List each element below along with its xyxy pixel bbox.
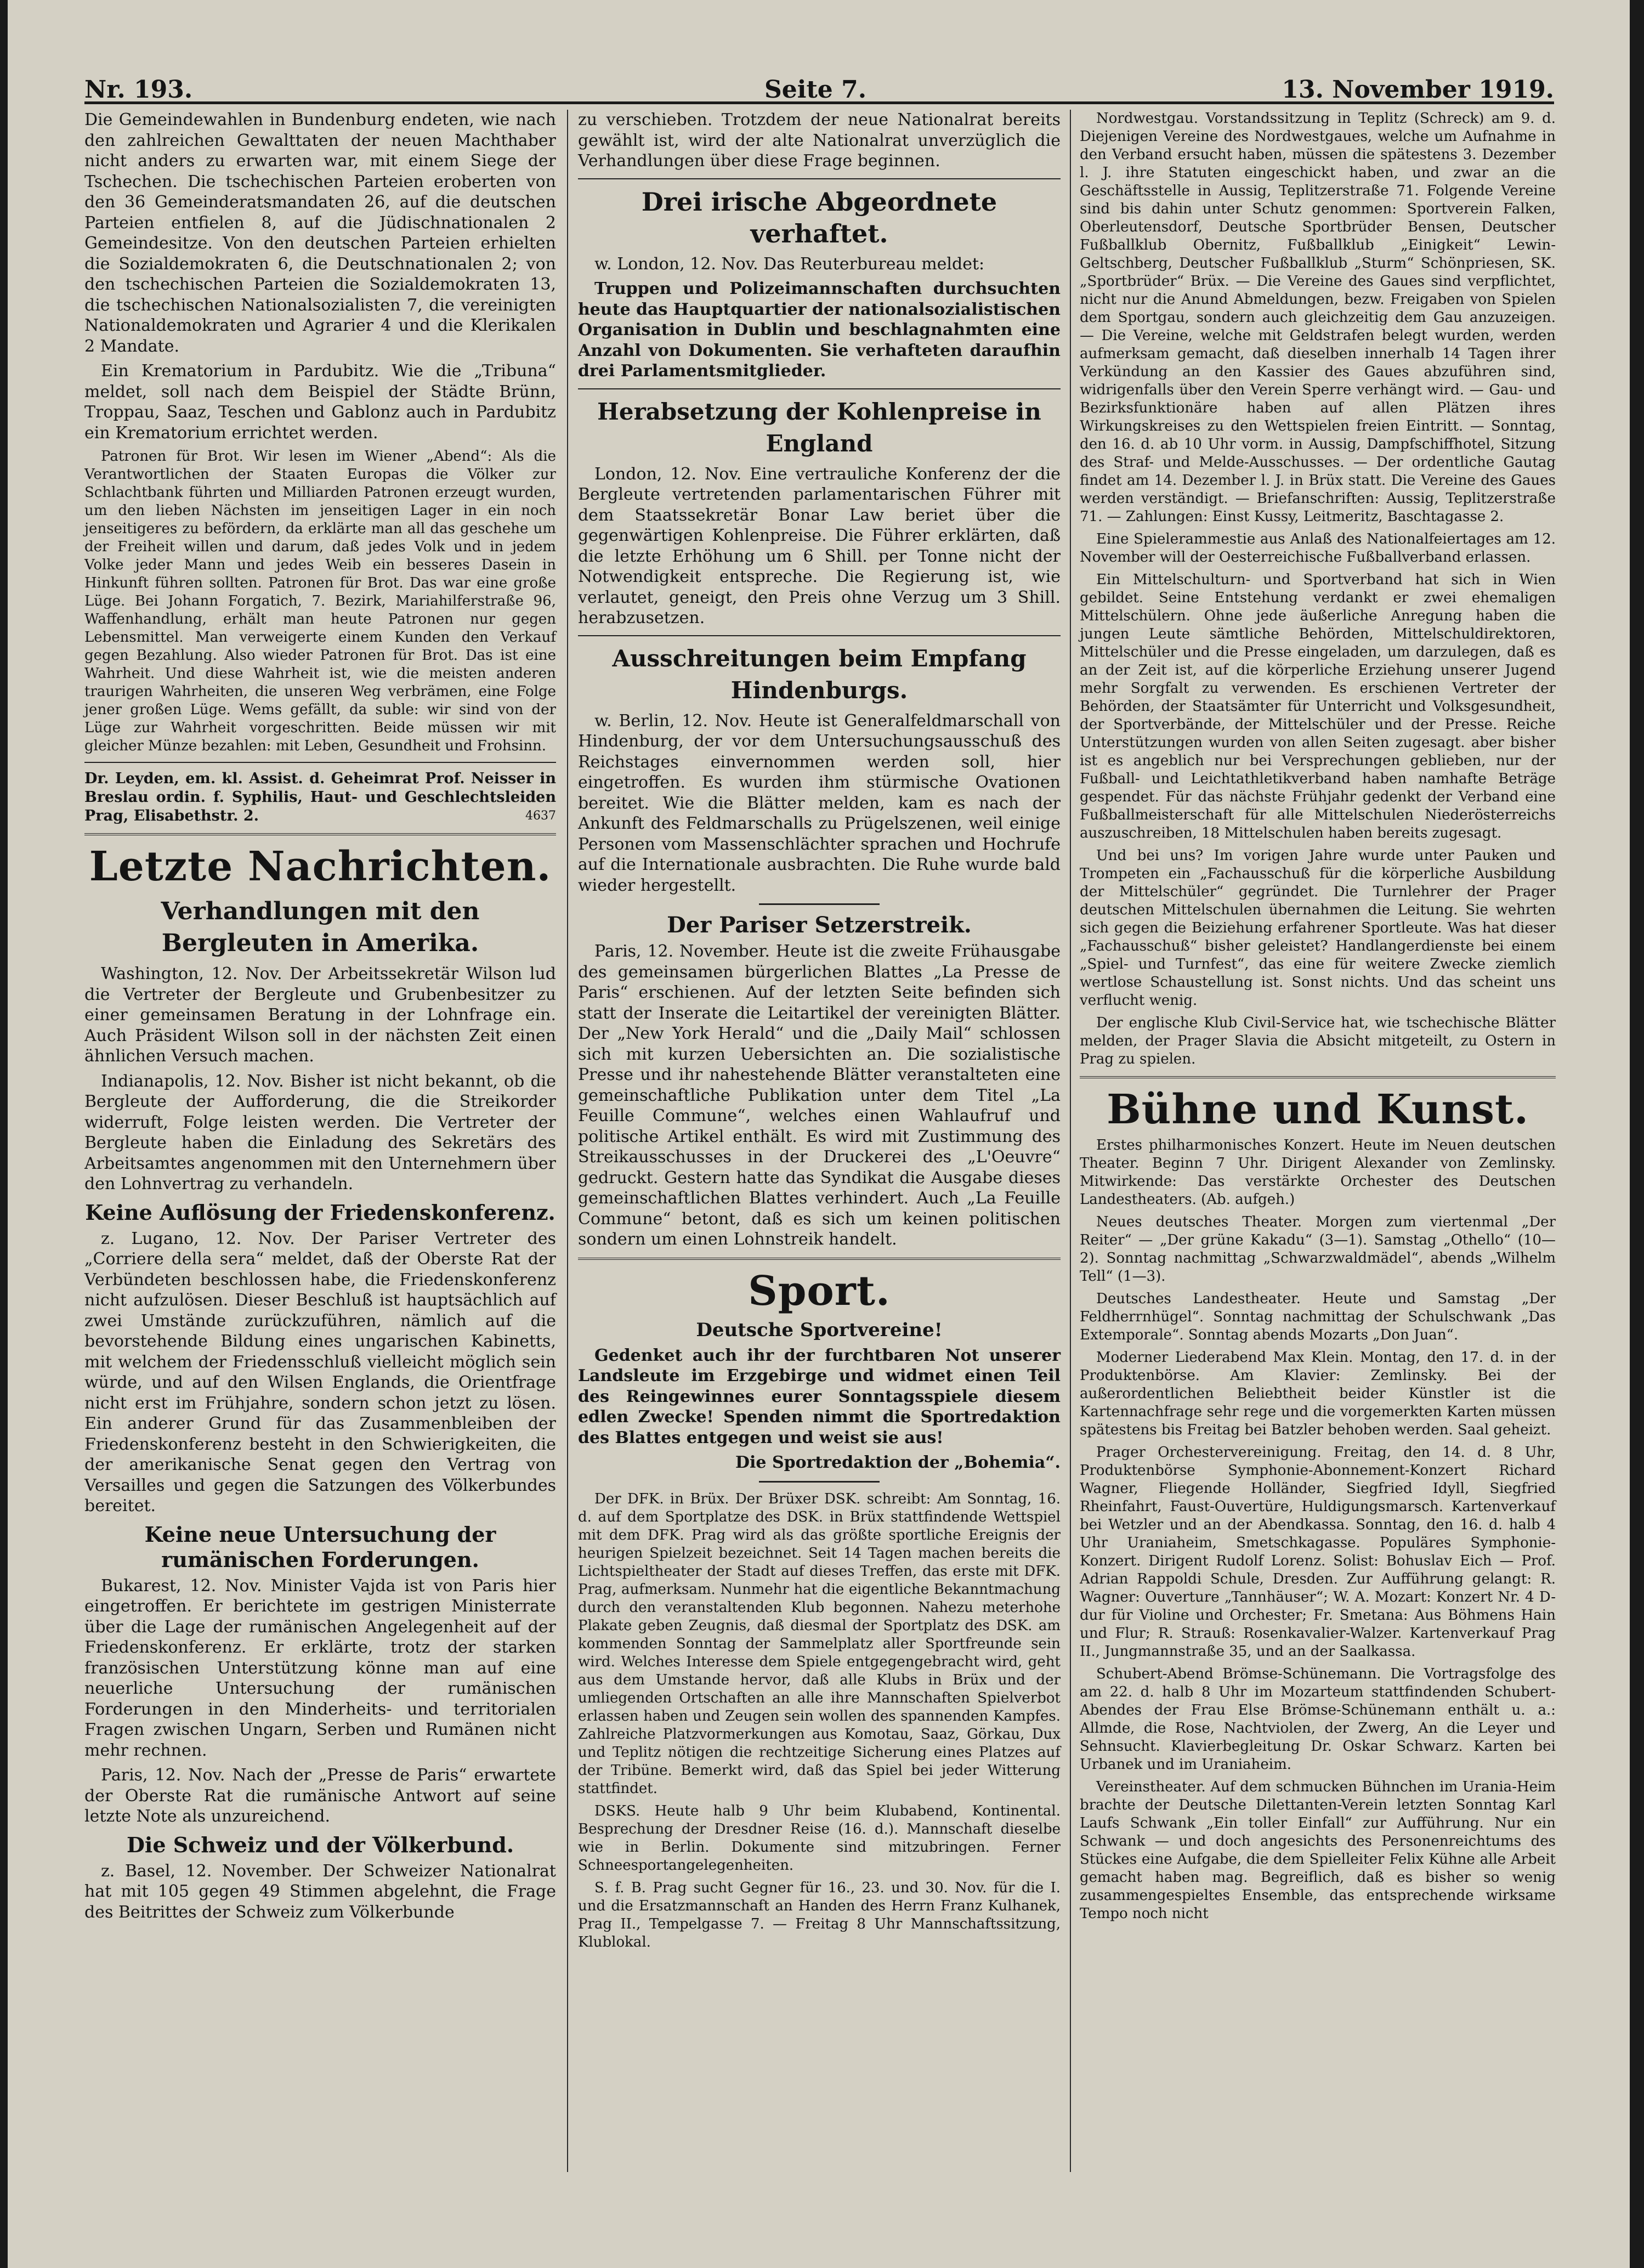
divider [578,635,1061,636]
issue-number: Nr. 193. [84,76,193,104]
headline-irische-abgeordnete: Drei irische Abgeordnete verhaftet. [641,186,997,248]
section-title-buehne-kunst: Bühne und Kunst. [1107,1086,1529,1133]
article-paris-rumaenien: Paris, 12. Nov. Nach der „Presse de Paris“ erwartete der Oberste Rat die rumänische Antwort auf seine letzte Note als unzureichend. [84,1766,556,1826]
article-neues-theater: Neues deutsches Theater. Morgen zum viertenmal „Der Reiter“ — „Der grüne Kakadu“ (3—1). Samstag „Othello“ (10—2). Sonntag nachmittag „Schwarzwaldmädel“, abends „Wilhelm Tell“ (1—3). [1080,1214,1556,1285]
article-basel-continued: zu verschieben. Trotzdem der neue Nationalrat bereits gewählt ist, wird der alte Nationalrat unverzüglich die Verhandlungen über diese Frage beginnen. [578,110,1061,171]
article-dsks: DSKS. Heute halb 9 Uhr beim Klubabend, Kontinental. Besprechung der Dresdner Reise (16. d.). Mannschaft dieselbe wie in Berlin. Dokumente sind mitzubringen. Ferner Schneesportangelegenheiten. [578,1802,1061,1874]
column-3 [1080,110,1556,1927]
ad-text: Dr. Leyden, em. kl. Assist. d. Geheimrat Prof. Neisser in Breslau ordin. f. Syphilis, Haut- und Geschlechtsleiden Prag, Elisabethstr. 2. [84,770,556,824]
headline-sportvereine: Deutsche Sportvereine! [696,1319,943,1341]
article-orchestervereinigung: Prager Orchestervereinigung. Freitag, den 14. d. 8 Uhr, Produktenbörse Symphonie-Abonnement-Konzert Richard Wagner, Fliegende Holländer, Siegfried Idyll, Siegfried Rheinfahrt, Faust-Ouvertüre, Huldigungsmarsch. Kartenverkauf bei Wetzler und an der Abendkassa. Sonntag, den 16. d. halb 4 Uhr Uraniaheim, Smetschkagasse. Populäres Symphonie-Konzert. Dirigent Rudolf Lorenz. Solist: Bohuslav Eich — Prof. Adrian Rappoldi Schule, Dresden. Zur Aufführung gelangt: R. Wagner: Ouverture „Tannhäuser“; W. A. Mozart: Konzert Nr. 4 D-dur für Violine und Orchester; Fr. Smetana: Aus Böhmens Hain und Flur; R. Strauß: Rosenkavalier-Walzer. Kartenverkauf Prag II., Jungmannstraße 35, und an der Saalkassa. [1080,1444,1556,1660]
article-london-kohle: London, 12. Nov. Eine vertrauliche Konferenz der die Bergleute vertretenden parlamentarischen Führer mit dem Staatssekretär Bonar Law beriet über die gegenwärtigen Kohlenpreise. Die Führer erklärten, daß die letzte Erhöhung um 6 Shill. per Tonne nicht der Notwendigkeit entspreche. Die Regierung ist, wie verlautet, geneigt, den Preis ohne Verzug um 3 Shill. herabzusetzen. [578,464,1061,627]
header-rule [84,101,1554,104]
issue-date: 13. November 1919. [1282,76,1554,104]
article-sfb-prag: S. f. B. Prag sucht Gegner für 16., 23. und 30. Nov. für die I. und die Ersatzmannschaft an Handen des Herrn Franz Kulhanek, Prag II., Tempelgasse 7. — Freitag 8 Uhr Mannschaftssitzung, Klublokal. [578,1879,1061,1950]
article-krematorium: Ein Krematorium in Pardubitz. Wie die „Tribuna“ meldet, soll nach dem Beispiel der Städte Brünn, Troppau, Saaz, Teschen und Gablonz auch in Pardubitz ein Krematorium errichtet werden. [84,361,556,443]
headline-setzerstreik: Der Pariser Setzerstreik. [667,912,972,938]
newspaper-page [8,0,1630,2268]
article-paris-streik: Paris, 12. November. Heute ist die zweite Frühausgabe des gemeinsamen bürgerlichen Blattes „La Presse de Paris“ erschienen. Auf der letzten Seite befinden sich statt der Inserate die Leitartikel der vereinigten Blätter. Der „New York Herald“ und die „Daily Mail“ schlossen sich mit kurzen Uebersichten an. Die sozialistische Presse und ihr nahestehende Blätter veranstalteten eine gemeinschaftliche Publikation unter dem Titel „La Feuille Commune“, welches einen Wahlaufruf und politische Artikel enthält. Es wird mit Zustimmung des Streikausschusses in der Druckerei des „L'Oeuvre“ gedruckt. Gestern hatte das Syndikat die Ausgabe dieses gemeinschaftlichen Blattes verhindert. Auch „La Feuille Commune“ betont, daß es sich um keinen politischen sondern um einen Lohnstreik handelt. [578,942,1061,1249]
article-mittelschulverband: Ein Mittelschulturn- und Sportverband hat sich in Wien gebildet. Seine Entstehung verdankt er zwei ehemaligen Mittelschülern. Ohne jede äußerliche Anregung haben die jungen Leute sämtliche Behörden, Mittelschuldirektoren, Mittelschüler und die Presse eingeladen, um darzulegen, daß es an der Zeit ist, auf die körperliche Erziehung unserer Jugend mehr Sorgfalt zu verwenden. Es erschienen Vertreter der Behörden, der Staatsämter für Unterricht und Volksgesundheit, der Sportverbände, der Mittelschüler und der Presse. Reiche Unterstützungen wurden von allen Seiten zugesagt. aber bisher ist es angeblich nur bei Versprechungen geblieben, nur der Fußball- und Leichtathletikverband haben namhafte Beträge gespendet. Für das nächste Frühjahr gedenkt der Verband eine Fußballmeisterschaft für alle Mittelschulen Niederösterreichs auszuschreiben, 18 Mittelschulen haben bereits zugesagt. [1080,572,1556,841]
section-title-latest-news: Letzte Nachrichten. [89,843,552,890]
column-1 [84,110,556,1927]
article-vereinstheater: Vereinstheater. Auf dem schmucken Bühnchen im Urania-Heim brachte der Deutsche Dilettanten-Verein letzten Sonntag Karl Laufs Schwank „Ein toller Einfall“ zur Aufführung. Nur ein Schwank — und doch angesichts des Personenreichtums des Stückes eine Aufgabe, die dem Spielleiter Felix Kühne alle Arbeit gemacht haben mag. Begreiflich, daß es bisher so wenig zusammengespieltes Ensemble, das entsprechende wirksame Tempo noch nicht [1080,1779,1556,1922]
divider [759,903,880,905]
divider [84,833,556,835]
article-gemeindewahlen: Die Gemeindewahlen in Bundenburg endeten, wie nach den zahlreichen Gewalttaten der neuen Machthaber nicht anders zu erwarten war, mit einem Siege der Tschechen. Die tschechischen Parteien eroberten von den 36 Gemeinderatsmandaten 26, auf die deutschen Parteien entfielen 8, auf die Jüdischnationalen 2 Gemeindesitze. Von den deutschen Parteien erhielten die Sozialdemokraten 6, die Deutschnationalen 2; von den tschechischen Parteien die Sozialdemokraten 13, die tschechischen Nationalsozialisten 7, die vereinigten Nationaldemokraten und Agrarier 4 und die Klerikalen 2 Mandate. [84,110,556,356]
article-und-bei-uns: Und bei uns? Im vorigen Jahre wurde unter Pauken und Trompeten ein „Fachausschuß für die körperliche Ausbildung der Mittelschüler“ gegründet. Die Turnlehrer der Prager deutschen Mittelschulen übernahmen die Leitung. Sie wehrten sich gegen die Beiziehung erfahrener Sportleute. Was hat dieser „Fachausschuß“ bisher geleistet? Handlangerdienste bei einem „Spiel- und Turnfest“, das eine für weitere Zwecke ziemlich wertlose Schaustellung ist. Sonst nichts. Und das scheint uns verflucht wenig. [1080,847,1556,1009]
article-civil-service: Der englische Klub Civil-Service hat, wie tschechische Blätter melden, der Prager Slavia die Absicht mitgeteilt, zu Ostern in Prag zu spielen. [1080,1015,1556,1067]
headline-hindenburg: Ausschreitungen beim Empfang Hindenburgs. [612,644,1027,704]
article-schubert-abend: Schubert-Abend Brömse-Schünemann. Die Vortragsfolge des am 22. d. halb 8 Uhr im Mozarteum stattfindenden Schubert-Abendes der Frau Else Brömse-Schünemann enthält u. a.: Allmde, die Rose, Nachtviolen, der Zwerg, An die Leyer und Sehnsucht. Klavierbegleitung Dr. Oskar Schwarz. Karten bei Urbanek und im Uraniaheim. [1080,1666,1556,1773]
headline-friedenskonferenz: Keine Auflösung der Friedenskonferenz. [85,1200,555,1225]
section-title-sport: Sport. [748,1267,891,1315]
article-landestheater: Deutsches Landestheater. Heute und Samstag „Der Feldherrnhügel“. Sonntag nachmittag der Schulschwank „Das Extemporale“. Sonntag abends Mozarts „Don Juan“. [1080,1291,1556,1343]
article-liederabend: Moderner Liederabend Max Klein. Montag, den 17. d. in der Produktenbörse. Am Klavier: Zemlinsky. Bei der außerordentlichen Beliebtheit beider Künstler ist die Kartennachfrage sehr rege und die vorgemerkten Karten müssen spätestens bis Freitag bei Batzler behoben werden. Saal geheizt. [1080,1349,1556,1438]
page-number: Seite 7. [764,76,867,104]
appeal-signature: Die Sportredaktion der „Bohemia“. [735,1453,1061,1472]
column-divider [567,110,568,2172]
divider [578,178,1061,179]
column-2 [578,110,1061,1956]
article-nordwestgau: Nordwestgau. Vorstandssitzung in Teplitz (Schreck) am 9. d. Diejenigen Vereine des Nordwestgaues, welche um Aufnahme in den Verband ersucht haben, müssen die spätestens 3. Dezember l. J. ihre Statuten eingeschickt haben, und zwar an die Geschäftsstelle in Aussig, Teplitzerstraße 71. Folgende Vereine sind bis dahin unter Schutz genommen: Sportverein Falken, Oberleutensdorf, Deutsche Sportbrüder Bensen, Deutscher Fußballklub Obernitz, Fußballklub „Einigkeit“ Lewin-Geltschberg, Deutscher Fußballklub „Sturm“ Schönpriesen, SK. „Sportbrüder“ Brüx. — Die Vereine des Gaues sind verpflichtet, nicht nur die Anund Abmeldungen, bezw. Freigaben von Spielen dem Sportgau, sondern auch gleichzeitig dem Gau anzuzeigen. — Die Vereine, welche mit Geldstrafen belegt wurden, werden aufmerksam gemacht, daß dieselben innerhalb 14 Tagen ihrer Verkündung an den Kassier des Gaues abzuführen sind, widrigenfalls über den Verein Sperre verhängt wird. — Gau- und Bezirksfunktionäre haben auf allen Plätzen ihres Wirkungskreises zu den Wettspielen freien Eintritt. — Sonntag, den 16. d. ab 10 Uhr vorm. in Aussig, Dampfschiffhotel, Sitzung des Straf- und Melde-Ausschusses. — Der ordentliche Gautag findet am 14. Dezember l. J. in Brüx statt. Die Vereine des Gaues werden verständigt. — Briefanschriften: Aussig, Teplitzerstraße 71. — Zahlungen: Einst Kussy, Leitmeritz, Baschtagasse 2. [1080,110,1556,525]
divider [578,1258,1061,1260]
headline-rumaenische-forderungen: Keine neue Untersuchung der rumänischen Forderungen. [144,1522,496,1572]
divider [578,388,1061,389]
advertisement-notice [84,770,556,825]
divider [84,762,556,763]
article-lugano: z. Lugano, 12. Nov. Der Pariser Vertreter des „Corriere della sera“ meldet, daß der Oberste Rat der Verbündeten beschlossen habe, die Friedenskonferenz nicht aufzulösen. Dieser Beschluß ist hauptsächlich auf zwei Umstände zurückzuführen, nämlich auf die bevorstehende Bildung eines ungarischen Kabinetts, mit welchem der Friedensschluß vielleicht möglich sein würde, und auf den Wilsen Englands, die Orientfrage nicht erst im Frühjahre, sondern schon jetzt zu lösen. Ein anderer Grund für das Zusammenbleiben der Friedenskonferenz besteht in den Schwierigkeiten, die der amerikanische Senat gegen den Vertrag von Versailles und gegen die Satzungen des Völkerbundes bereitet. [84,1229,556,1515]
column-divider [1070,110,1071,2172]
divider [1080,1076,1556,1078]
headline-bergleute: Verhandlungen mit den Bergleuten in Amerika. [161,897,480,957]
article-philharmonie: Erstes philharmonisches Konzert. Heute im Neuen deutschen Theater. Beginn 7 Uhr. Dirigent Alexander von Zemlinsky. Mitwirkende: Das verstärkte Orchester des Deutschen Landestheaters. (Ab. aufgeh.) [1080,1137,1556,1208]
article-patronen: Patronen für Brot. Wir lesen im Wiener „Abend“: Als die Verantwortlichen der Staaten Europas die Völker zur Schlachtbank führten und Milliarden Patronen erzeugt wurden, um den lieben Nächsten im jenseitigen Lager in ein noch jenseitigeres zu befördern, da erklärte man all das geschehe um der Freiheit willen und darum, daß jedes Volk und in jedem Volke jeder Mann und jedes Weib ein besseres Dasein in Hinkunft führen sollten. Patronen für Brot. Das war eine große Lüge. Bei Johann Forgatich, 7. Bezirk, Mariahilferstraße 96, Waffenhandlung, erhält man heute Patronen nur gegen Lebensmittel. Man verweigerte einem Kunden den Verkauf gegen Bezahlung. Also wieder Patronen für Brot. Das ist eine Wahrheit. Und diese Wahrheit ist, wie die meisten anderen traurigen Wahrheiten, die unseren Weg verbrämen, eine Folge jener großen Lüge. Wems gefällt, da suble: wir sind von der Lüge zur Wahrheit vorgeschritten. Beide müssen wir mit gleicher Münze bezahlen: mit Leben, Gesundheit und Frohsinn. [84,448,556,754]
article-dfk-bruex: Der DFK. in Brüx. Der Brüxer DSK. schreibt: Am Sonntag, 16. d. auf dem Sportplatze des DSK. in Brüx stattfindende Wettspiel mit dem DFK. Prag wird als das größte sportliche Ereignis der heurigen Spielzeit bezeichnet. Seit 14 Tagen machen bereits die Lichtspieltheater der Stadt auf dieses Treffen, das erste mit DFK. Prag, aufmerksam. Nunmehr hat die eigentliche Bekanntmachung durch den veranstaltenden Klub begonnen. Nahezu meterhohe Plakate geben Zeugnis, daß diesmal der Sportplatz des DSK. am kommenden Sonntag der Sammelplatz aller Sportfreunde sein wird. Welches Interesse dem Spiele entgegengebracht wird, geht aus dem Umstande hervor, daß alle Klubs in Brüx und der umliegenden Ortschaften an alle ihre Mannschaften Spielverbot erlassen haben und Zeugen sein wollen des spannenden Kampfes. Zahlreiche Platzvormerkungen aus Komotau, Saaz, Görkau, Dux und Teplitz nötigen die rechtzeitige Sicherung eines Platzes auf der Tribüne. Bemerkt wird, daß das Spiel bei jeder Witterung stattfindet. [578,1490,1061,1797]
divider [759,1481,880,1483]
article-bukarest: Bukarest, 12. Nov. Minister Vajda ist von Paris hier eingetroffen. Er berichtete im gestrigen Ministerrate über die Lage der rumänischen Angelegenheit auf der Friedenskonferenz. Er erklärte, trotz der starken französischen Unterstützung könne man auf eine neuerliche Untersuchung der rumänischen Forderungen in den Minderheits- und territorialen Fragen zwischen Ungarn, Serben und Rumänen nicht mehr rechnen. [84,1576,556,1760]
article-spieleramnestie: Eine Spielerammestie aus Anlaß des Nationalfeiertages am 12. November will der Oesterreichische Fußballverband erlassen. [1080,531,1556,565]
ad-number: 4637 [525,809,556,823]
article-berlin-hindenburg: w. Berlin, 12. Nov. Heute ist Generalfeldmarschall von Hindenburg, der vor dem Untersuchungsausschuß des Reichstages einvernommen werden soll, hier eingetroffen. Es wurden ihm stürmische Ovationen bereitet. Wie die Blätter melden, kam es nach der Ankunft des Feldmarschalls zu Prügelszenen, weil einige Personen vom Massenschlächter sprachen und Hochrufe auf die Internationale ausbrachten. Die Ruhe wurde bald wieder hergestellt. [578,711,1061,895]
headline-kohlenpreise: Herabsetzung der Kohlenpreise in England [597,398,1041,457]
article-london-reuter: w. London, 12. Nov. Das Reuterbureau meldet: [594,254,985,274]
article-appeal: Gedenket auch ihr der furchtbaren Not unserer Landsleute im Erzgebirge und widmet einen Teil des Reingewinnes eurer Sonntagsspiele diesem edlen Zwecke! Spenden nimmt die Sportredaktion des Blattes entgegen und weist sie aus! [578,1345,1061,1447]
headline-schweiz-voelkerbund: Die Schweiz und der Völkerbund. [126,1832,514,1857]
article-indianapolis: Indianapolis, 12. Nov. Bisher ist nicht bekannt, ob die Bergleute der Aufforderung, die die Streikorder widerruft, Folge leisten werden. Die Vertreter der Bergleute haben die Einladung des Sekretärs des Arbeitsamtes angenommen mit den Unternehmern über den Lohnvertrag zu verhandeln. [84,1071,556,1194]
article-basel: z. Basel, 12. November. Der Schweizer Nationalrat hat mit 105 gegen 49 Stimmen abgelehnt, die Frage des Beitrittes der Schweiz zum Völkerbunde [84,1861,556,1922]
article-dublin: Truppen und Polizeimannschaften durchsuchten heute das Hauptquartier der nationalsozialistischen Organisation in Dublin und beschlagnahmten eine Anzahl von Dokumenten. Sie verhafteten daraufhin drei Parlamentsmitglieder. [578,279,1061,381]
article-washington: Washington, 12. Nov. Der Arbeitssekretär Wilson lud die Vertreter der Bergleute und Grubenbesitzer zu einer gemeinsamen Beratung in der Lohnfrage ein. Auch Präsident Wilson soll in der nächsten Zeit einen ähnlichen Versuch machen. [84,964,556,1066]
